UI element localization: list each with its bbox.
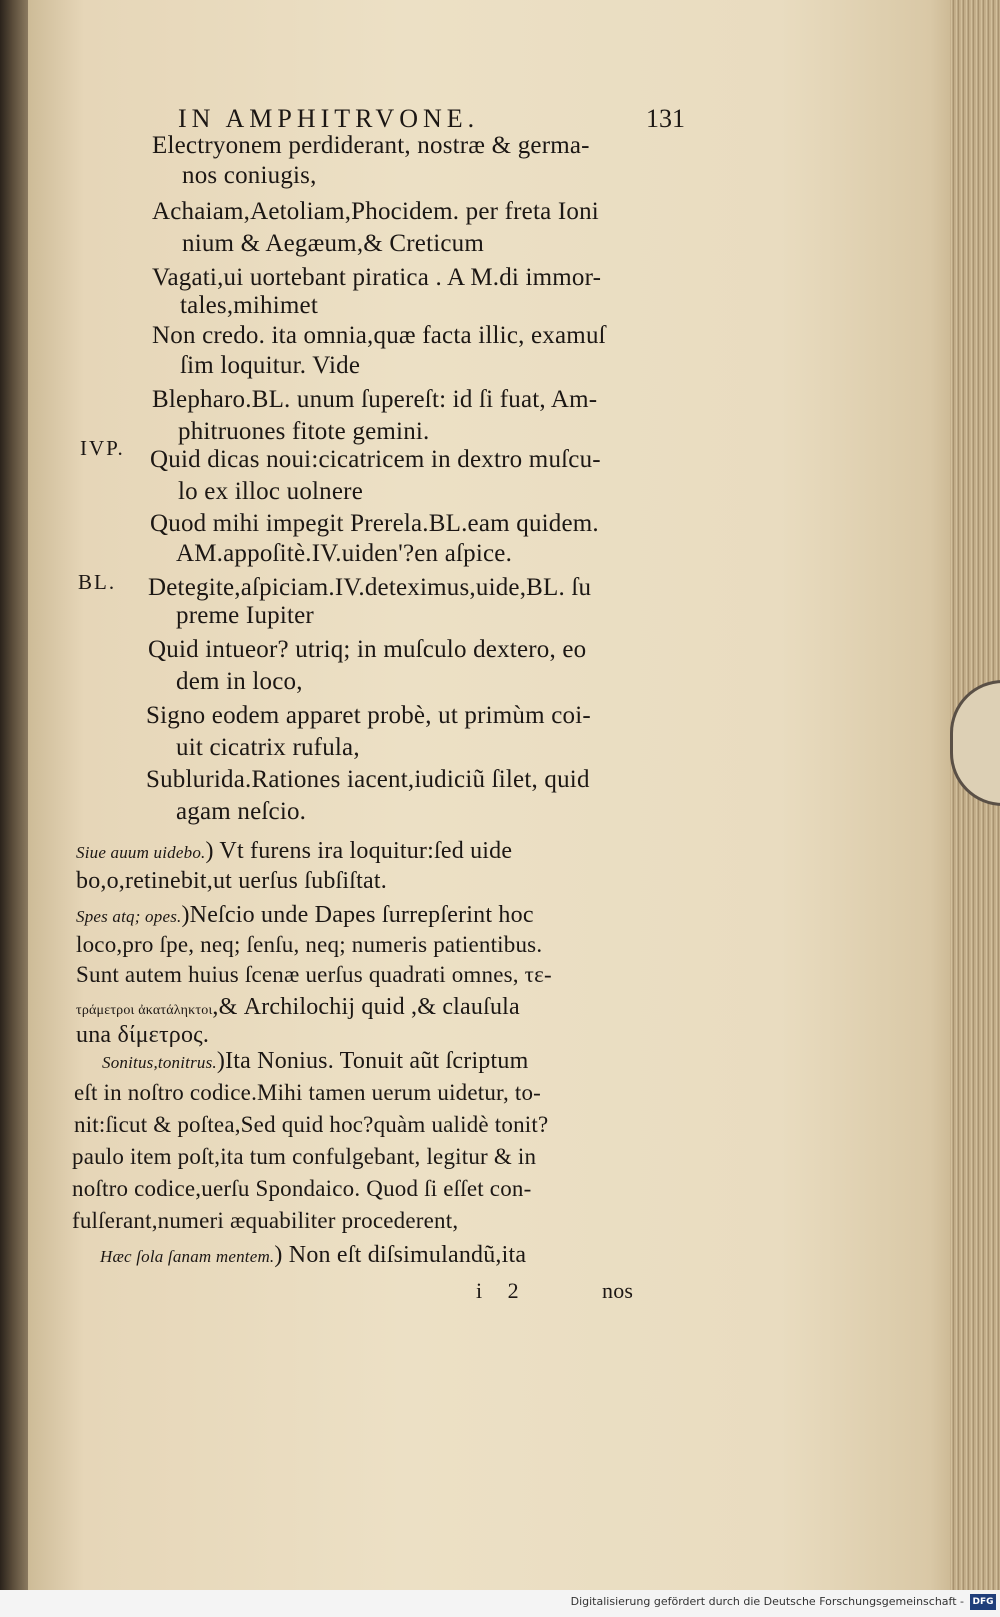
note-text: )Neſcio unde Dapes ſurrepſerint hoc <box>181 902 534 928</box>
verse-line: nos coniugis, <box>182 162 317 189</box>
verse-line: Signo eodem apparet probè, ut primùm coi- <box>146 702 591 729</box>
note-text: ,& Archilochij quid ,& clauſula <box>212 994 520 1020</box>
verse-line: Vagati,ui uortebant piratica . A M.di immor- <box>152 264 602 291</box>
note-text: )Ita Nonius. Tonuit aũt ſcriptum <box>216 1048 529 1074</box>
note-lemma: Hæc ſola ſanam mentem. <box>100 1247 275 1266</box>
note-line: paulo item poſt,ita tum confulgebant, legitur & in <box>72 1144 537 1169</box>
verse-line: Blepharo.BL. unum ſupereſt: id ſi fuat, Am- <box>152 386 598 413</box>
running-title: IN AMPHITRVONE. <box>178 104 480 133</box>
note-line: bo,o,retinebit,ut uerſus ſubſiſtat. <box>76 868 387 894</box>
footer-bar <box>0 1590 1000 1617</box>
folio-number: 131 <box>646 104 685 133</box>
note-line: fulſerant,numeri æquabiliter procederent, <box>72 1208 459 1233</box>
verse-line: Quid dicas noui:cicatricem in dextro muſcu- <box>150 446 601 473</box>
note-line: loco,pro ſpe, neq; ſenſu, neq; numeris patientibus. <box>76 932 543 957</box>
note-line: Sunt autem huius ſcenæ uerſus quadrati omnes, τε- <box>76 962 552 987</box>
speaker-label: BL. <box>78 570 117 594</box>
note-line: una δίμετρος. <box>76 1022 210 1048</box>
digitization-credit: Digitalisierung gefördert durch die Deutsche Forschungsgemeinschaft - <box>570 1595 964 1608</box>
verse-line: agam neſcio. <box>176 798 307 825</box>
note-line: noſtro codice,uerſu Spondaico. Quod ſi eſſet con- <box>72 1176 532 1201</box>
note-text: ) Non eſt diſsimulandũ,ita <box>274 1242 527 1268</box>
note-lemma: Siue auum uidebo. <box>76 843 206 862</box>
speaker-label: IVP. <box>80 436 125 460</box>
verse-line: AM.appoſitè.IV.uiden'?en aſpice. <box>176 540 513 567</box>
verse-line: Detegite,aſpiciam.IV.deteximus,uide,BL. ſu <box>148 574 592 601</box>
book-binding <box>0 0 28 1617</box>
note-line <box>100 1242 526 1269</box>
verse-line: lo ex illoc uolnere <box>178 478 363 505</box>
note-line <box>76 902 534 929</box>
verse-line: nium & Aegæum,& Creticum <box>182 230 485 257</box>
dfg-logo: DFG <box>970 1594 996 1610</box>
verse-line: Sublurida.Rationes iacent,iudiciũ ſilet, quid <box>146 766 590 793</box>
verse-line: phitruones fitote gemini. <box>178 418 430 445</box>
note-line <box>76 994 520 1021</box>
verse-line: ſim loquitur. Vide <box>180 352 361 379</box>
verse-line: Electryonem perdiderant, nostræ & germa- <box>152 132 590 159</box>
verse-line: tales,mihimet <box>180 292 318 319</box>
catchword: nos <box>602 1278 634 1303</box>
note-line: nit:ſicut & poſtea,Sed quid hoc?quàm ualidè tonit? <box>74 1112 549 1137</box>
note-lemma: Sonitus,tonitrus. <box>102 1053 217 1072</box>
verse-line: Non credo. ita omnia,quæ facta illic, examuſ <box>152 322 606 349</box>
verse-line: Achaiam,Aetoliam,Phocidem. per freta Ioni <box>152 198 599 225</box>
note-line <box>102 1048 528 1075</box>
verse-line: uit cicatrix rufula, <box>176 734 360 761</box>
note-greek: τράμετροι ἀκατάληκτοι <box>76 1003 213 1018</box>
note-line: eſt in noſtro codice.Mihi tamen uerum uidetur, to- <box>74 1080 542 1105</box>
verse-line: dem in loco, <box>176 668 303 695</box>
verse-line: preme Iupiter <box>176 602 314 629</box>
verse-line: Quid intueor? utriq; in muſculo dextero, eo <box>148 636 587 663</box>
note-text: ) Vt furens ira loquitur:ſed uide <box>205 838 513 864</box>
page-paper <box>28 0 968 1590</box>
note-line <box>76 838 512 865</box>
signature-mark: i 2 <box>476 1278 529 1303</box>
verse-line: Quod mihi impegit Prerela.BL.eam quidem. <box>150 510 599 537</box>
note-lemma: Spes atq; opes. <box>76 907 182 926</box>
